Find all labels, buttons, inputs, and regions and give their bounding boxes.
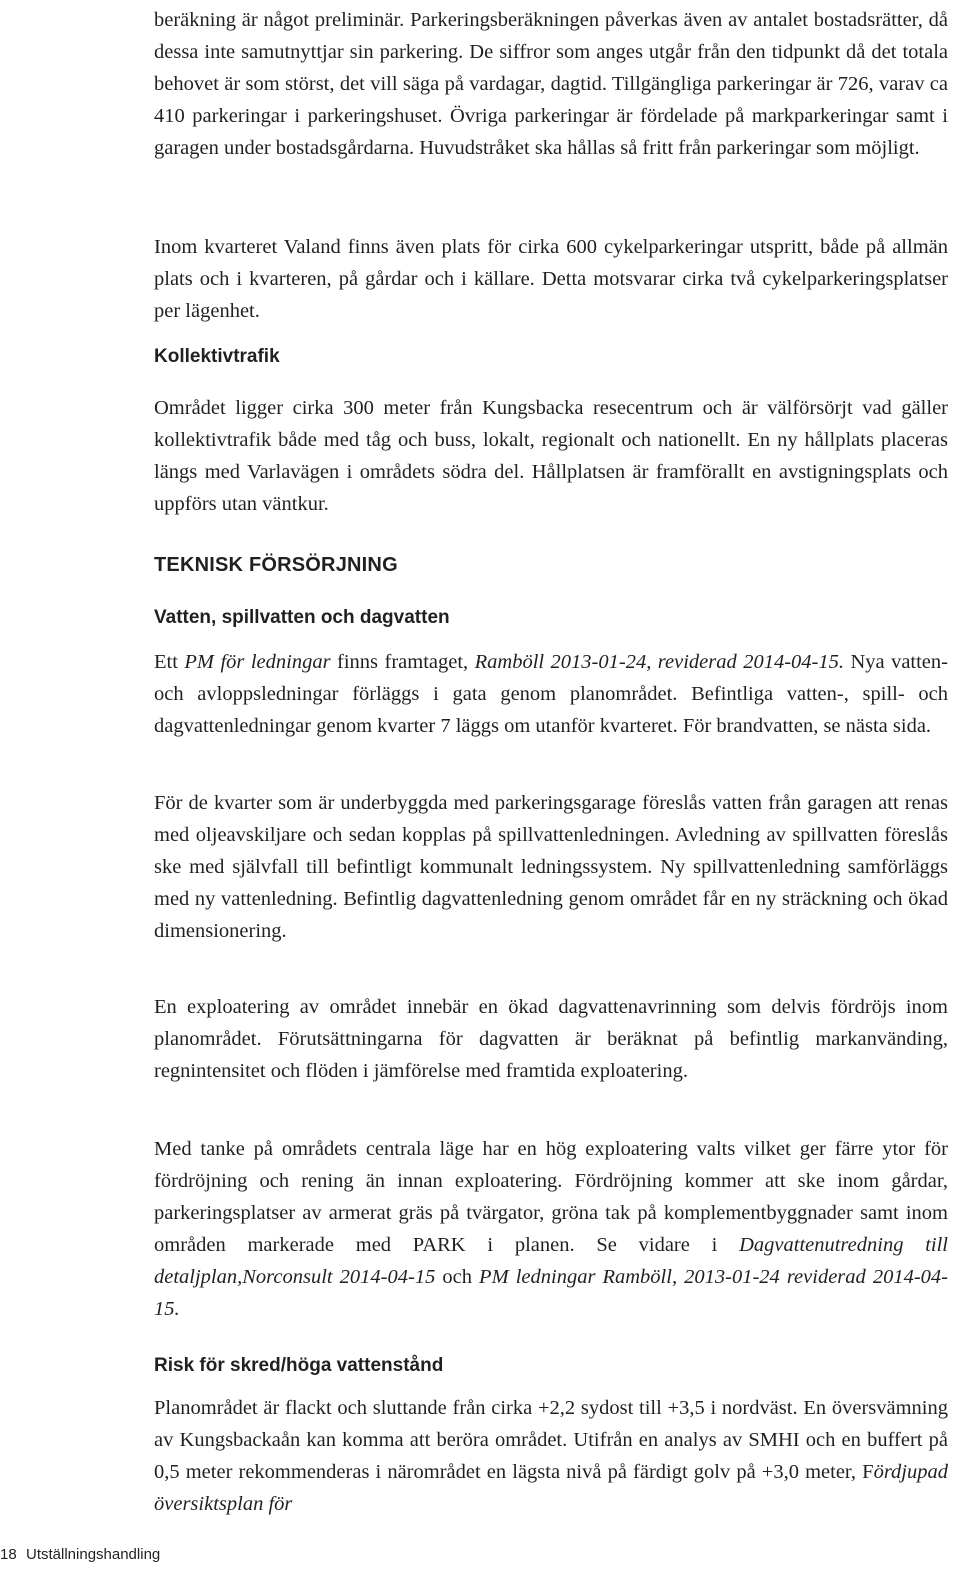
paragraph-pm-ledningar	[154, 646, 948, 742]
heading-vatten: Vatten, spillvatten och dagvatten	[154, 607, 450, 628]
text-run: finns framtaget,	[330, 651, 475, 673]
italic-reference: PM för ledningar	[184, 651, 331, 673]
italic-reference: ördjupad översiktsplan för	[154, 1461, 948, 1515]
heading-risk: Risk för skred/höga vattenstånd	[154, 1355, 444, 1376]
italic-reference: Dagvattenutredning till detaljplan,Norconsult 2014-04-15	[154, 1234, 948, 1288]
paragraph-stormwater: En exploatering av området innebär en ökad dagvattenavrinning som delvis fördröjs inom planområdet. Förutsättningarna för dagvatten är beräknat på befintlig markanvänding, regnintensitet och flöden i jämförelse med framtida exploatering.	[154, 996, 948, 1082]
paragraph-public-transport: Området ligger cirka 300 meter från Kungsbacka resecentrum och är välförsörjt vad gäller kollektivtrafik både med tåg och buss, lokalt, regionalt och nationellt. En ny hållplats placeras längs med Varlavägen i områdets södra del. Hållplatsen är framförallt en avstigningsplats och uppförs utan väntkur.	[154, 397, 948, 515]
paragraph-bicycle-parking: Inom kvarteret Valand finns även plats för cirka 600 cykelparkeringar utspritt, både på allmän plats och i kvarteren, på gårdar och i källare. Detta motsvarar cirka två cykelparkeringsplatser per lägenhet.	[154, 236, 948, 322]
paragraph-parking: beräkning är något preliminär. Parkeringsberäkningen påverkas även av antalet bostadsrätter, då dessa inte samutnyttjar sin parkering. De siffror som anges utgår från den tidpunkt då det totala behovet är som störst, det vill säga på vardagar, dagtid. Tillgängliga parkeringar är 726, varav ca 410 parkeringar i parkeringshuset. Övriga parkeringar är fördelade på markparkeringar samt i garagen under bostadsgårdarna. Huvudstråket ska hållas så fritt från parkeringar som möjligt.	[154, 9, 948, 159]
paragraph-flood-risk	[154, 1392, 948, 1520]
italic-reference: PM ledningar Ramböll, 2013-01-24 reviderad 2014-04-15.	[154, 1266, 948, 1320]
text-run: Med tanke på områdets centrala läge har en hög exploatering valts vilket ger färre ytor för fördröjning och rening än innan exploatering. Fördröjning kommer att ske inom gårdar, parkeringsplatser av armerat gräs på tvärgator, gröna tak på komplementbyggnader samt inom områden markerade med PARK i planen. Se vidare i	[154, 1138, 948, 1256]
italic-reference: Ramböll 2013-01-24, reviderad 2014-04-15.	[474, 651, 844, 673]
page-footer	[0, 1546, 160, 1582]
paragraph-exploitation	[154, 1133, 948, 1325]
text-run: Ett	[154, 651, 185, 673]
heading-teknisk-forsorjning: TEKNISK FÖRSÖRJNING	[154, 554, 398, 576]
page-number: 18	[0, 1546, 17, 1563]
heading-kollektivtrafik: Kollektivtrafik	[154, 346, 280, 367]
footer-label: Utställningshandling	[26, 1546, 161, 1563]
text-run: Planområdet är flackt och sluttande från cirka +2,2 sydost till +3,5 i nordväst. En översvämning av Kungsbackaån kan komma att beröra området. Utifrån en analys av SMHI och en buffert på 0,5 meter rekommenderas i närområdet en lägsta nivå på färdigt golv på +3,0 meter, F	[154, 1397, 948, 1483]
text-run: och	[435, 1266, 480, 1288]
paragraph-garage-water: För de kvarter som är underbyggda med parkeringsgarage föreslås vatten från garagen att renas med oljeavskiljare och sedan kopplas på spillvattenledningen. Avledning av spillvatten föreslås ske med självfall till befintligt kommunalt ledningssystem. Ny spillvattenledning samförläggs med ny vattenledning. Befintlig dagvattenledning genom området får en ny sträckning och ökad dimensionering.	[154, 792, 948, 942]
text-run: Nya vatten- och avloppsledningar förläggs i gata genom planområdet. Befintliga vatten-, spill- och dagvattenledningar genom kvarter 7 läggs om utanför kvarteret. För brandvatten, se nästa sida.	[154, 651, 948, 737]
